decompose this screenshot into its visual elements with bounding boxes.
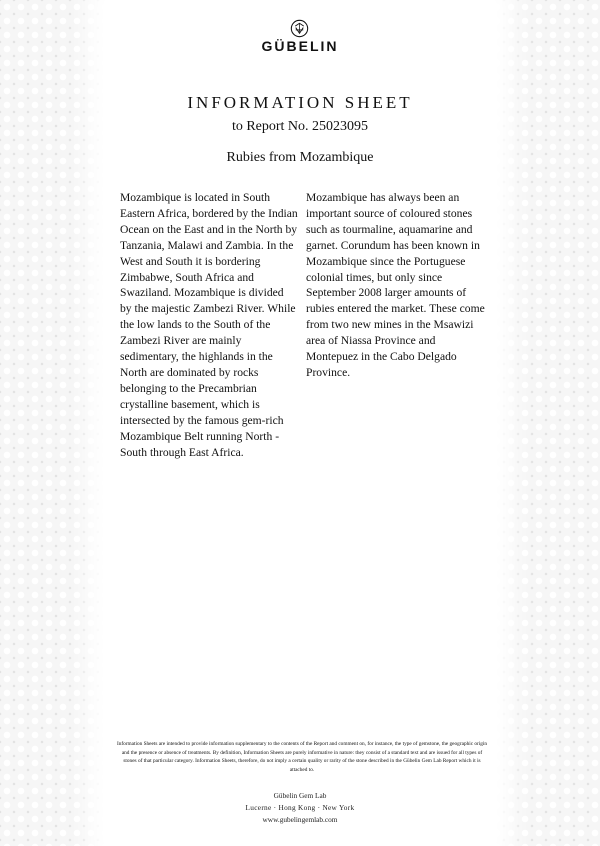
sheet-topic: Rubies from Mozambique bbox=[226, 150, 374, 165]
page-title: INFORMATION SHEET bbox=[187, 93, 413, 112]
left-column-text: Mozambique is located in South Eastern Africa, bordered by the Indian Ocean on the East and in the North by Tanzania, Malawi and Zambia. In the West and South it is bordering Zimbabwe, South Africa and Swaziland. Mozambique is divided by the majestic Zambezi River. While the low lands to the South of the Zambezi River are mainly sedimentary, the highlands in the North are dominated by rocks belonging to the Precambrian crystalline basement, which is intersected by the famous gem-rich Mozambique Belt running North - South through East Africa. bbox=[120, 191, 298, 459]
brand-wordmark: GÜBELIN bbox=[261, 38, 339, 54]
footer-lab-name: Gübelin Gem Lab bbox=[273, 791, 327, 800]
body-column-left bbox=[120, 190, 298, 460]
body-column-right bbox=[306, 190, 486, 381]
right-column-text: Mozambique has always been an important source of coloured stones such as tourmaline, aquamarine and garnet. Corundum has been known in Mozambique since the Portuguese colonial times, but only since September 2008 larger amounts of rubies entered the market. These come from two new mines in the Msawizi area of Niassa Province and Montepuez in the Cabo Delgado Province. bbox=[306, 191, 485, 379]
disclaimer-text: Information Sheets are intended to provide information supplementary to the contents of the Report and comment on, for instance, the type of gemstone, the geographic origin and the presence or absence of treatments. By definition, Information Sheets are purely informative in nature: they consist of a standard text and are issued for all types of stones of that particular category. Information Sheets, therefore, do not imply a certain quality or rarity of the stone described in the Gübelin Gem Lab Report which it is attached to. bbox=[116, 741, 488, 773]
report-number: to Report No. 25023095 bbox=[231, 119, 369, 134]
disclaimer bbox=[116, 740, 488, 774]
footer-cities: Lucerne · Hong Kong · New York bbox=[245, 803, 355, 812]
gubelin-monogram-icon bbox=[290, 19, 309, 38]
footer-website: www.gubelingemlab.com bbox=[262, 815, 338, 824]
